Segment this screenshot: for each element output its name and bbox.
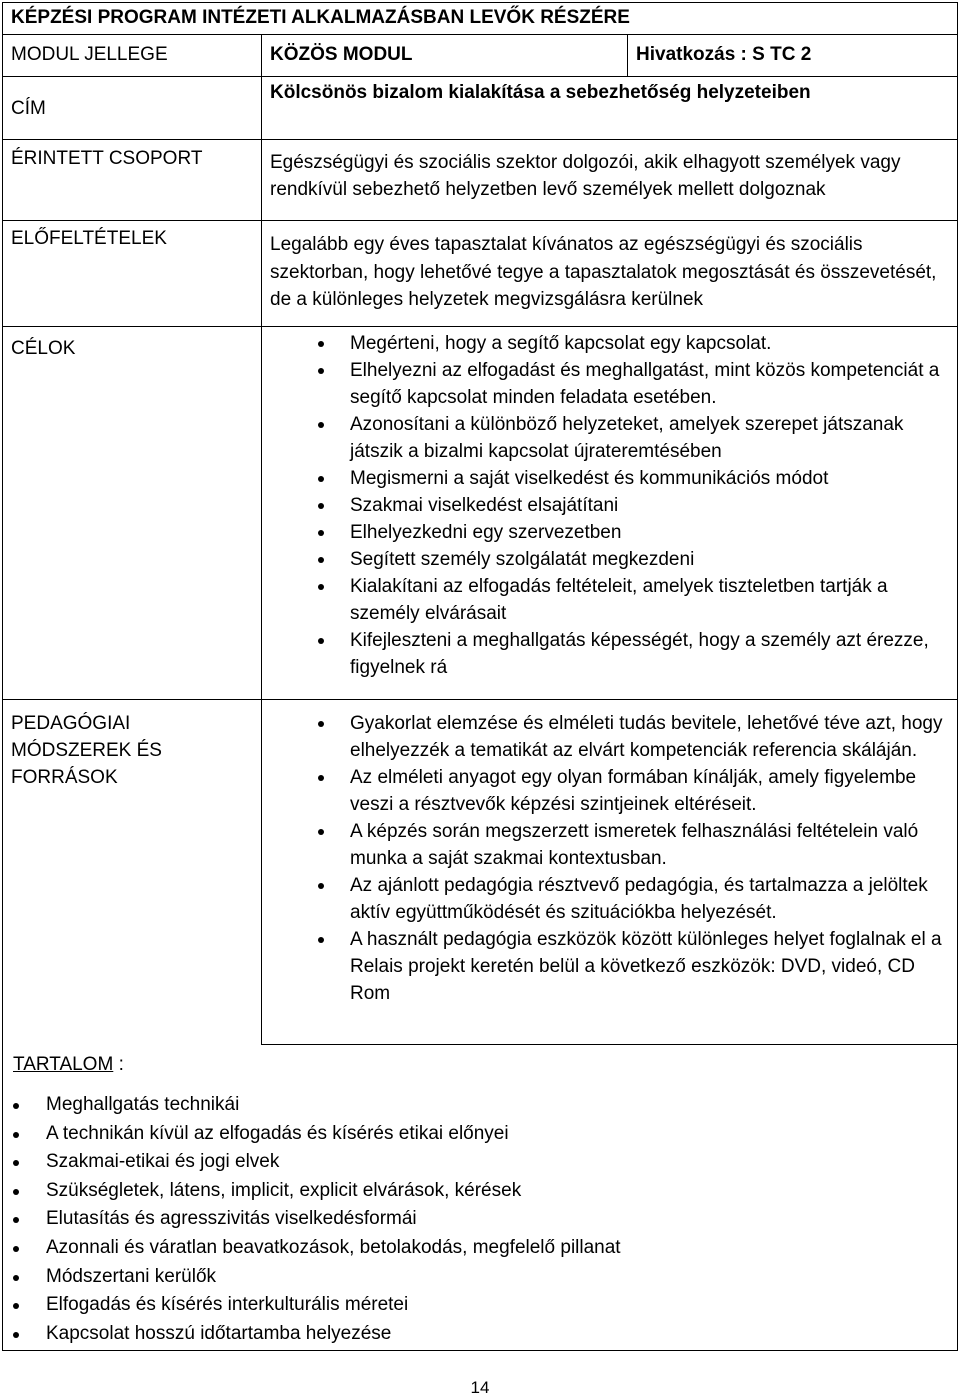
methods-label-line: FORRÁSOK	[11, 767, 118, 788]
content-list	[3, 1091, 957, 1348]
content-label: TARTALOM	[13, 1054, 114, 1075]
content-label-suffix: :	[113, 1054, 124, 1075]
methods-label-line: MÓDSZEREK ÉS	[11, 740, 162, 761]
content-heading	[3, 1051, 957, 1079]
list-item: Módszertani kerülők	[3, 1263, 957, 1292]
list-item: Gyakorlat elemzése és elméleti tudás bevitele, lehetővé téve azt, hogy elhelyezzék a tematikát az elvárt kompetenciák referencia skáláján.	[262, 710, 949, 764]
list-item: Szakmai-etikai és jogi elvek	[3, 1148, 957, 1177]
list-item: Segített személy szolgálatát megkezdeni	[262, 546, 949, 573]
list-item: Megérteni, hogy a segítő kapcsolat egy kapcsolat.	[262, 330, 949, 357]
page-number: 14	[470, 1378, 490, 1397]
list-item: Elhelyezkedni egy szervezetben	[262, 519, 949, 546]
course-title: Kölcsönös bizalom kialakítása a sebezhetőség helyzeteiben	[262, 77, 958, 140]
prerequisites-label: ELŐFELTÉTELEK	[3, 221, 262, 327]
list-item: Elutasítás és agresszivitás viselkedésformái	[3, 1205, 957, 1234]
document-title: KÉPZÉSI PROGRAM INTÉZETI ALKALMAZÁSBAN LEVŐK RÉSZÉRE	[3, 3, 958, 35]
header-row	[3, 3, 958, 35]
goals-list	[262, 330, 949, 681]
list-item: A használt pedagógia eszközök között különleges helyet foglalnak el a Relais projekt keretén belül a következő eszközök: DVD, videó, CD Rom	[262, 926, 949, 1007]
methods-label	[3, 700, 262, 1045]
list-item: Elfogadás és kísérés interkulturális méretei	[3, 1291, 957, 1320]
list-item: A képzés során megszerzett ismeretek felhasználási feltételein való munka a saját szakmai kontextusban.	[262, 818, 949, 872]
list-item: Az elméleti anyagot egy olyan formában kínálják, amely figyelembe veszi a résztvevők képzési szintjeinek eltéréseit.	[262, 764, 949, 818]
list-item: Azonosítani a különböző helyzeteket, amelyek szerepet játszanak játszik a bizalmi kapcsolat újrateremtésében	[262, 411, 949, 465]
content-cell	[3, 1045, 958, 1351]
module-row	[3, 35, 958, 77]
goals-cell	[262, 327, 958, 700]
title-label: CÍM	[3, 77, 262, 140]
list-item: Az ajánlott pedagógia résztvevő pedagógia, és tartalmazza a jelöltek aktív együttműködését és szituációkba helyezését.	[262, 872, 949, 926]
list-item: Megismerni a saját viselkedést és kommunikációs módot	[262, 465, 949, 492]
module-value: KÖZÖS MODUL	[262, 35, 628, 77]
methods-cell	[262, 700, 958, 1045]
title-row	[3, 77, 958, 140]
prerequisites-value: Legalább egy éves tapasztalat kívánatos az egészségügyi és szociális szektorban, hogy lehetővé tegye a tapasztalatok megosztását és összevetését, de a különleges helyzetek megvizsgálásra kerülnek	[262, 221, 958, 327]
list-item: Kialakítani az elfogadás feltételeit, amelyek tiszteletben tartják a személy elvárásait	[262, 573, 949, 627]
module-reference: Hivatkozás : S TC 2	[628, 35, 958, 77]
list-item: A technikán kívül az elfogadás és kísérés etikai előnyei	[3, 1120, 957, 1149]
target-group-row	[3, 140, 958, 221]
module-label: MODUL JELLEGE	[3, 35, 262, 77]
methods-label-line: PEDAGÓGIAI	[11, 713, 131, 734]
list-item: Kapcsolat hosszú időtartamba helyezése	[3, 1320, 957, 1349]
goals-label: CÉLOK	[3, 327, 262, 700]
methods-row	[3, 700, 958, 1045]
list-item: Elhelyezni az elfogadást és meghallgatást, mint közös kompetenciát a segítő kapcsolat minden feladata esetében.	[262, 357, 949, 411]
target-group-value: Egészségügyi és szociális szektor dolgozói, akik elhagyott személyek vagy rendkívül sebezhető helyzetben levő személyek mellett dolgoznak	[262, 140, 958, 221]
prerequisites-row	[3, 221, 958, 327]
list-item: Szükségletek, látens, implicit, explicit elvárások, kérések	[3, 1177, 957, 1206]
training-program-table	[2, 2, 958, 1351]
methods-list	[262, 710, 949, 1007]
list-item: Kifejleszteni a meghallgatás képességét, hogy a személy azt érezze, figyelnek rá	[262, 627, 949, 681]
list-item: Meghallgatás technikái	[3, 1091, 957, 1120]
list-item: Szakmai viselkedést elsajátítani	[262, 492, 949, 519]
goals-row	[3, 327, 958, 700]
target-group-label: ÉRINTETT CSOPORT	[3, 140, 262, 221]
list-item: Azonnali és váratlan beavatkozások, betolakodás, megfelelő pillanat	[3, 1234, 957, 1263]
content-row	[3, 1045, 958, 1351]
